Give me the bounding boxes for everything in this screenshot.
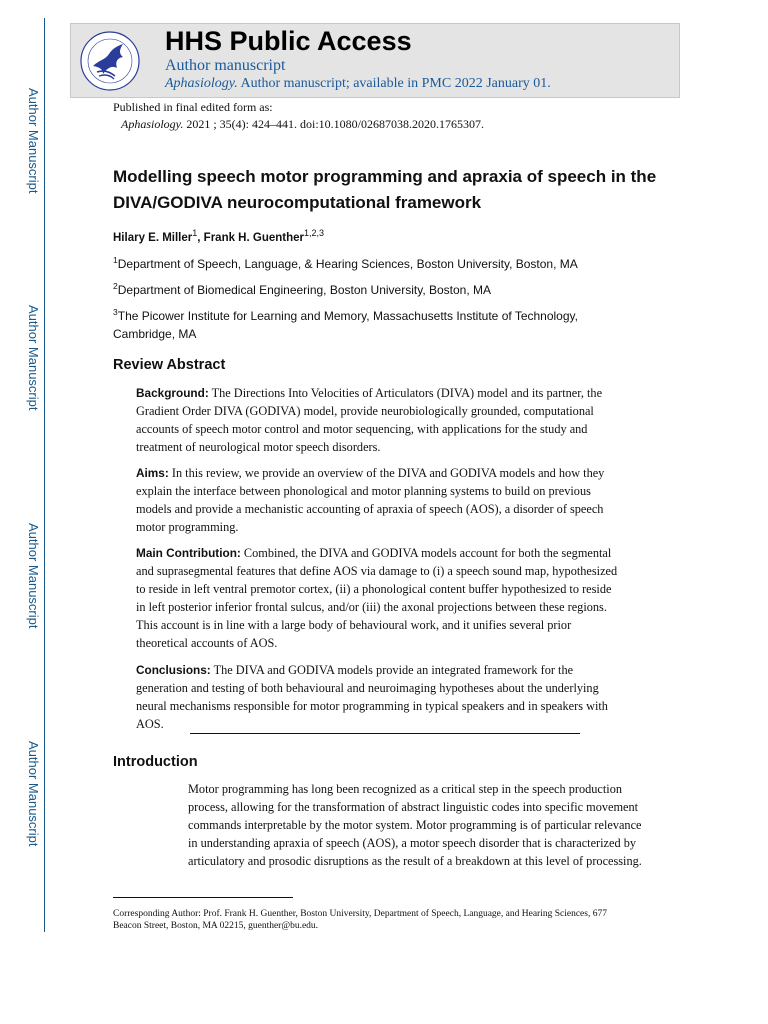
author-manuscript-margin-label: Author Manuscript	[26, 741, 41, 847]
paragraph-line: treatment of neurological motor speech disorders.	[136, 440, 381, 454]
abstract-background	[136, 384, 641, 456]
paragraph-line: models and provide a mechanistic accounting of apraxia of speech (AOS), a disorder of speech	[136, 502, 604, 516]
citation-details: 2021 ; 35(4): 424–441. doi:10.1080/02687038.2020.1765307.	[183, 117, 485, 131]
author-affiliation-sup: 1	[192, 228, 198, 238]
introduction-paragraph	[188, 780, 658, 870]
author-list	[113, 228, 324, 244]
author-separator: ,	[197, 231, 204, 244]
paragraph-text: In this review, we provide an overview of the DIVA and GODIVA models and how they	[168, 466, 605, 480]
citation-journal: Aphasiology.	[121, 117, 184, 131]
citation-line	[121, 117, 484, 132]
affiliation	[113, 251, 633, 273]
paragraph-line: generation and testing of both behavioural and neuroimaging hypotheses about the underlying	[136, 681, 599, 695]
hhs-public-access-banner	[70, 23, 680, 98]
paragraph-line: in understanding apraxia of speech (AOS), a motor speech disorder that is characterized by	[188, 836, 636, 850]
paragraph-text: Combined, the DIVA and GODIVA models account for both the segmental	[240, 546, 612, 560]
paragraph-line: This account is in line with a large body of behavioural work, and it unifies several prior	[136, 618, 572, 632]
abstract-main-contribution	[136, 544, 641, 652]
paragraph-line: theoretical accounts of AOS.	[136, 636, 278, 650]
abstract-heading: Review Abstract	[113, 357, 226, 373]
banner-title: HHS Public Access	[165, 26, 412, 56]
banner-subtitle: Author manuscript	[165, 57, 286, 74]
corresponding-author-footnote	[113, 908, 653, 932]
affiliation-text: The Picower Institute for Learning and Memory, Massachusetts Institute of Technology, Cambridge, MA	[113, 309, 578, 341]
paragraph-line: in left posterior inferior frontal sulcus, and/or (iii) the axonal projections between these regions.	[136, 600, 607, 614]
abstract-separator	[190, 733, 580, 734]
paragraph-line: motor programming.	[136, 520, 239, 534]
affiliation-text: Department of Biomedical Engineering, Boston University, Boston, MA	[117, 283, 492, 297]
author-manuscript-margin-label: Author Manuscript	[26, 88, 41, 194]
paragraph-line	[136, 464, 641, 482]
section-label: Main Contribution:	[136, 546, 241, 560]
footnote-line: Beacon Street, Boston, MA 02215, guenther@bu.edu.	[113, 921, 319, 931]
footnote-line: Corresponding Author: Prof. Frank H. Guenther, Boston University, Department of Speech, Language, and Hearing Sciences, 677	[113, 909, 607, 919]
paragraph-line: articulatory and prosodic disruptions as the result of a breakdown at this level of processing.	[188, 854, 642, 868]
article-title: Modelling speech motor programming and apraxia of speech in the DIVA/GODIVA neurocomputational framework	[113, 167, 657, 212]
author-name: Hilary E. Miller	[113, 231, 193, 244]
introduction-heading: Introduction	[113, 754, 198, 770]
banner-journal-line	[165, 76, 551, 92]
author-name: Frank H. Guenther	[203, 231, 304, 244]
hhs-eagle-seal-icon	[79, 30, 141, 92]
abstract-conclusions	[136, 661, 641, 733]
author-manuscript-margin-label: Author Manuscript	[26, 305, 41, 411]
paragraph-line: Gradient Order DIVA (GODIVA) model, provide neurobiologically grounded, computational	[136, 404, 594, 418]
affiliation-number: 2	[113, 281, 118, 291]
paragraph-text: The Directions Into Velocities of Articulators (DIVA) model and its partner, the	[208, 386, 603, 400]
affiliation-number: 3	[113, 307, 118, 317]
paragraph-line: process, allowing for the transformation of abstract linguistic codes into specific movement	[188, 800, 639, 814]
section-label: Conclusions:	[136, 663, 211, 677]
paragraph-line: Motor programming has long been recognized as a critical step in the speech production	[188, 782, 623, 796]
paragraph-line: and suprasegmental features that define AOS via damage to (i) a speech sound map, hypothesized	[136, 564, 618, 578]
paragraph-line	[136, 384, 641, 402]
author-manuscript-margin-label: Author Manuscript	[26, 523, 41, 629]
section-label: Aims:	[136, 466, 169, 480]
footnote-rule	[113, 897, 293, 898]
abstract-aims	[136, 464, 641, 536]
paragraph-line	[136, 661, 641, 679]
paragraph-line	[136, 544, 641, 562]
paragraph-line: commands interpretable by the motor system. Motor programming is of particular relevance	[188, 818, 642, 832]
paragraph-line: explain the interface between phonological and motor planning systems to build on previous	[136, 484, 591, 498]
affiliation-text: Department of Speech, Language, & Hearing Sciences, Boston University, Boston, MA	[117, 257, 578, 271]
paragraph-line: accounts of speech motor control and motor sequencing, with applications for the study and	[136, 422, 588, 436]
availability-text: Author manuscript; available in PMC 2022 January 01.	[237, 76, 551, 91]
published-in-label: Published in final edited form as:	[113, 100, 273, 114]
affiliation-number: 1	[113, 255, 118, 265]
paragraph-line: AOS.	[136, 717, 164, 731]
paragraph-line: to reside in left ventral premotor cortex, (ii) a phonological content buffer hypothesized to reside	[136, 582, 612, 596]
section-label: Background:	[136, 386, 209, 400]
paragraph-text: The DIVA and GODIVA models provide an integrated framework for the	[210, 663, 574, 677]
author-affiliation-sup: 1,2,3	[304, 228, 325, 238]
journal-name: Aphasiology.	[165, 76, 238, 91]
affiliation	[113, 303, 633, 343]
paragraph-line: neural mechanisms responsible for motor programming in typical speakers and in speakers with	[136, 699, 608, 713]
affiliation	[113, 277, 633, 299]
